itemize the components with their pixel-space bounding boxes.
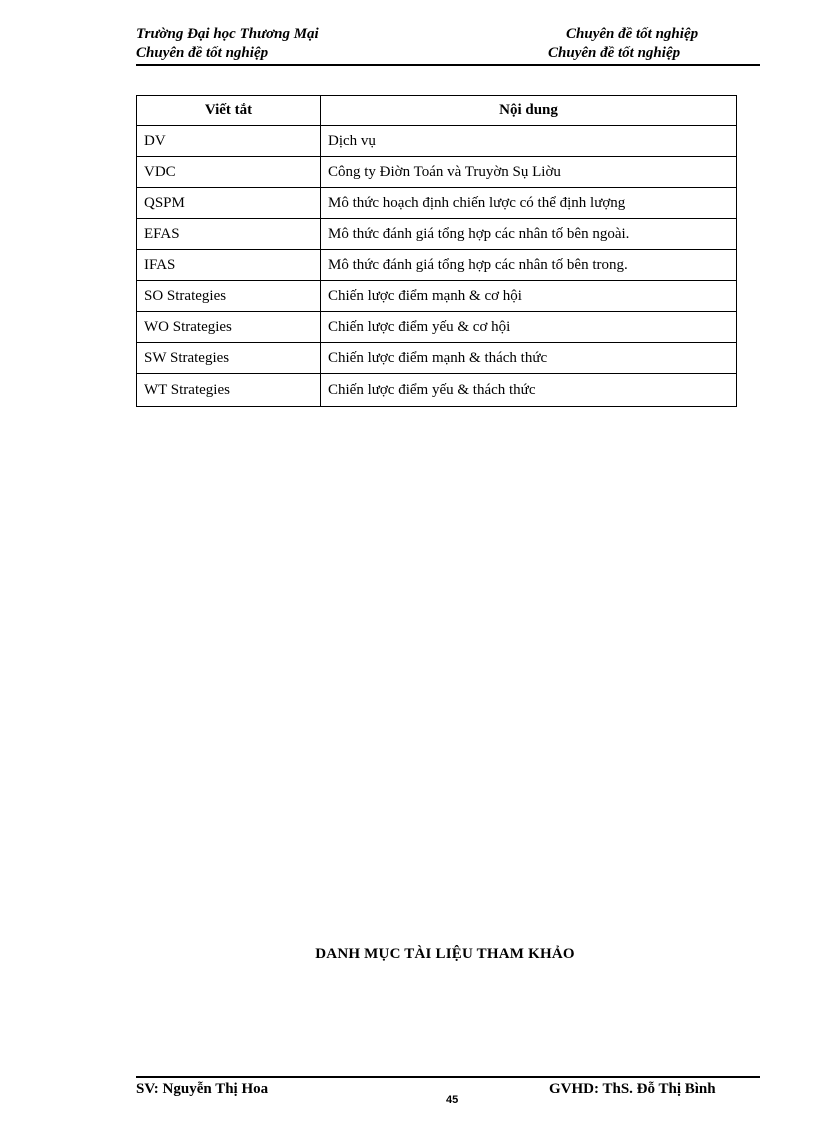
content-cell: Mô thức hoạch định chiến lược có thể định lượng: [321, 188, 737, 219]
content-cell: Mô thức đánh giá tổng hợp các nhân tố bên trong.: [321, 250, 737, 281]
content-cell: Chiến lược điểm yếu & thách thức: [321, 374, 737, 407]
references-heading: DANH MỤC TÀI LIỆU THAM KHẢO: [315, 946, 575, 962]
header-abbreviation: Viết tắt: [137, 96, 321, 126]
abbr-cell: IFAS: [137, 250, 321, 281]
header-university: Trường Đại học Thương Mại: [136, 26, 319, 42]
content-cell: Chiến lược điểm mạnh & cơ hội: [321, 281, 737, 312]
footer-advisor: GVHD: ThS. Đỗ Thị Bình: [549, 1081, 716, 1097]
footer-rule: [136, 1076, 760, 1078]
abbreviation-table: [136, 95, 737, 407]
abbr-cell: WT Strategies: [137, 374, 321, 407]
table-row: [137, 250, 737, 281]
table-row: [137, 219, 737, 250]
header-content: Nội dung: [321, 96, 737, 126]
content-cell: Dịch vụ: [321, 126, 737, 157]
abbr-cell: WO Strategies: [137, 312, 321, 343]
abbr-cell: QSPM: [137, 188, 321, 219]
abbr-cell: SW Strategies: [137, 343, 321, 374]
table-row: [137, 312, 737, 343]
header-rule: [136, 64, 760, 66]
abbr-cell: EFAS: [137, 219, 321, 250]
footer-student: SV: Nguyễn Thị Hoa: [136, 1081, 269, 1097]
table-row: [137, 343, 737, 374]
table-row: [137, 188, 737, 219]
content-cell: Mô thức đánh giá tổng hợp các nhân tố bên ngoài.: [321, 219, 737, 250]
table-row: [137, 374, 737, 407]
table-row: [137, 157, 737, 188]
header-doc-type: Chuyên đề tốt nghiệp: [566, 26, 699, 42]
table-row: [137, 126, 737, 157]
abbr-cell: SO Strategies: [137, 281, 321, 312]
table-header-row: [137, 96, 737, 126]
content-cell: Công ty Điờn Toán và Truyờn Sụ Liờu: [321, 157, 737, 188]
page-number: 45: [446, 1094, 459, 1106]
abbr-cell: DV: [137, 126, 321, 157]
table-row: [137, 281, 737, 312]
header-doc-type-left: Chuyên đề tốt nghiệp: [136, 45, 269, 61]
abbr-cell: VDC: [137, 157, 321, 188]
header-doc-type-right: Chuyên đề tốt nghiệp: [548, 45, 681, 61]
content-cell: Chiến lược điểm mạnh & thách thức: [321, 343, 737, 374]
content-cell: Chiến lược điểm yếu & cơ hội: [321, 312, 737, 343]
